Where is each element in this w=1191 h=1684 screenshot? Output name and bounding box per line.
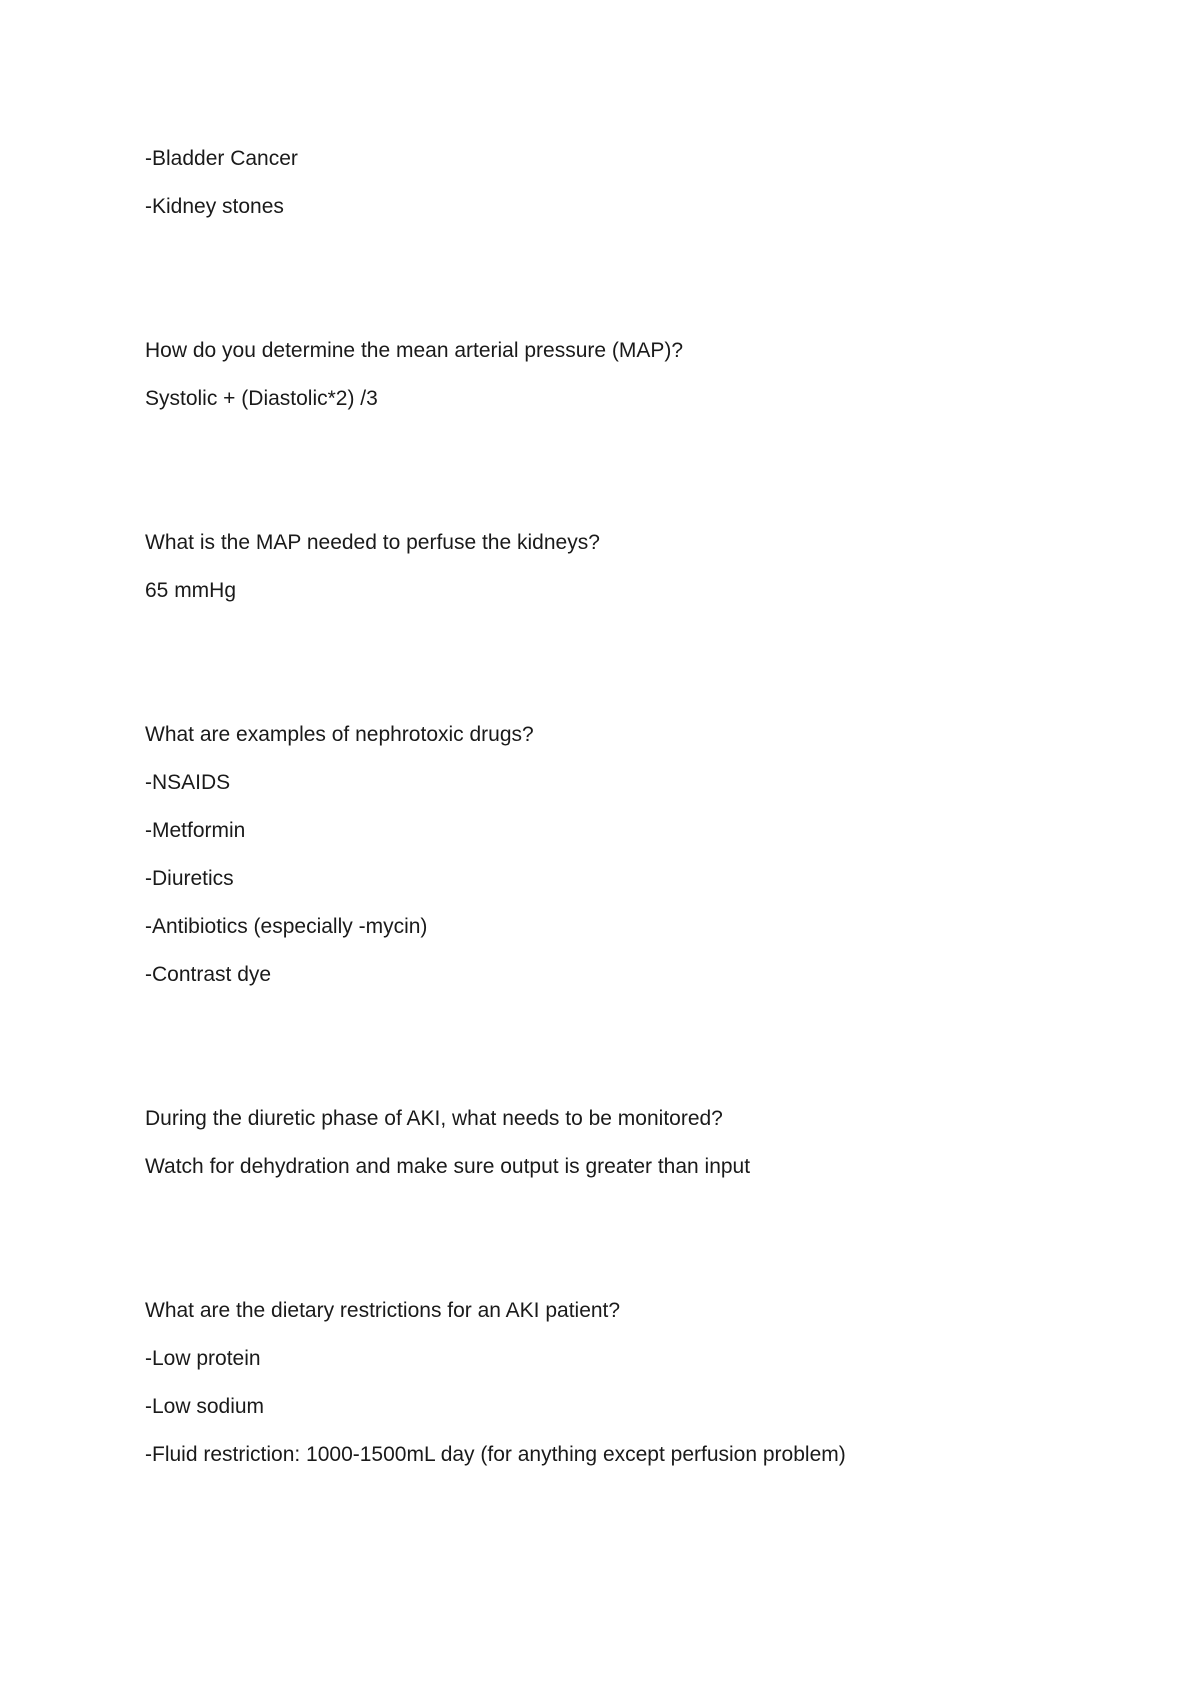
list-item-low-sodium: -Low sodium [145,1395,265,1418]
list-item-bladder-cancer: -Bladder Cancer [145,147,298,170]
list-item-kidney-stones: -Kidney stones [145,195,284,218]
answer-diuretic-phase: Watch for dehydration and make sure output is greater than input [145,1155,751,1178]
question-nephrotoxic-drugs: What are examples of nephrotoxic drugs? [145,723,534,746]
list-item-fluid-restriction: -Fluid restriction: 1000-1500mL day (for anything except perfusion problem) [145,1443,846,1466]
question-dietary-restrictions: What are the dietary restrictions for an AKI patient? [145,1299,621,1322]
question-map-kidney-perfusion: What is the MAP needed to perfuse the kidneys? [145,531,600,554]
list-item-antibiotics: -Antibiotics (especially -mycin) [145,915,428,938]
list-item-nsaids: -NSAIDS [145,771,231,794]
list-item-contrast-dye: -Contrast dye [145,963,272,986]
list-item-diuretics: -Diuretics [145,867,234,890]
question-map-calculation: How do you determine the mean arterial pressure (MAP)? [145,339,684,362]
answer-map-calculation: Systolic + (Diastolic*2) /3 [145,387,378,410]
list-item-low-protein: -Low protein [145,1347,261,1370]
answer-map-kidney-perfusion: 65 mmHg [145,579,237,602]
list-item-metformin: -Metformin [145,819,246,842]
question-diuretic-phase: During the diuretic phase of AKI, what needs to be monitored? [145,1107,723,1130]
